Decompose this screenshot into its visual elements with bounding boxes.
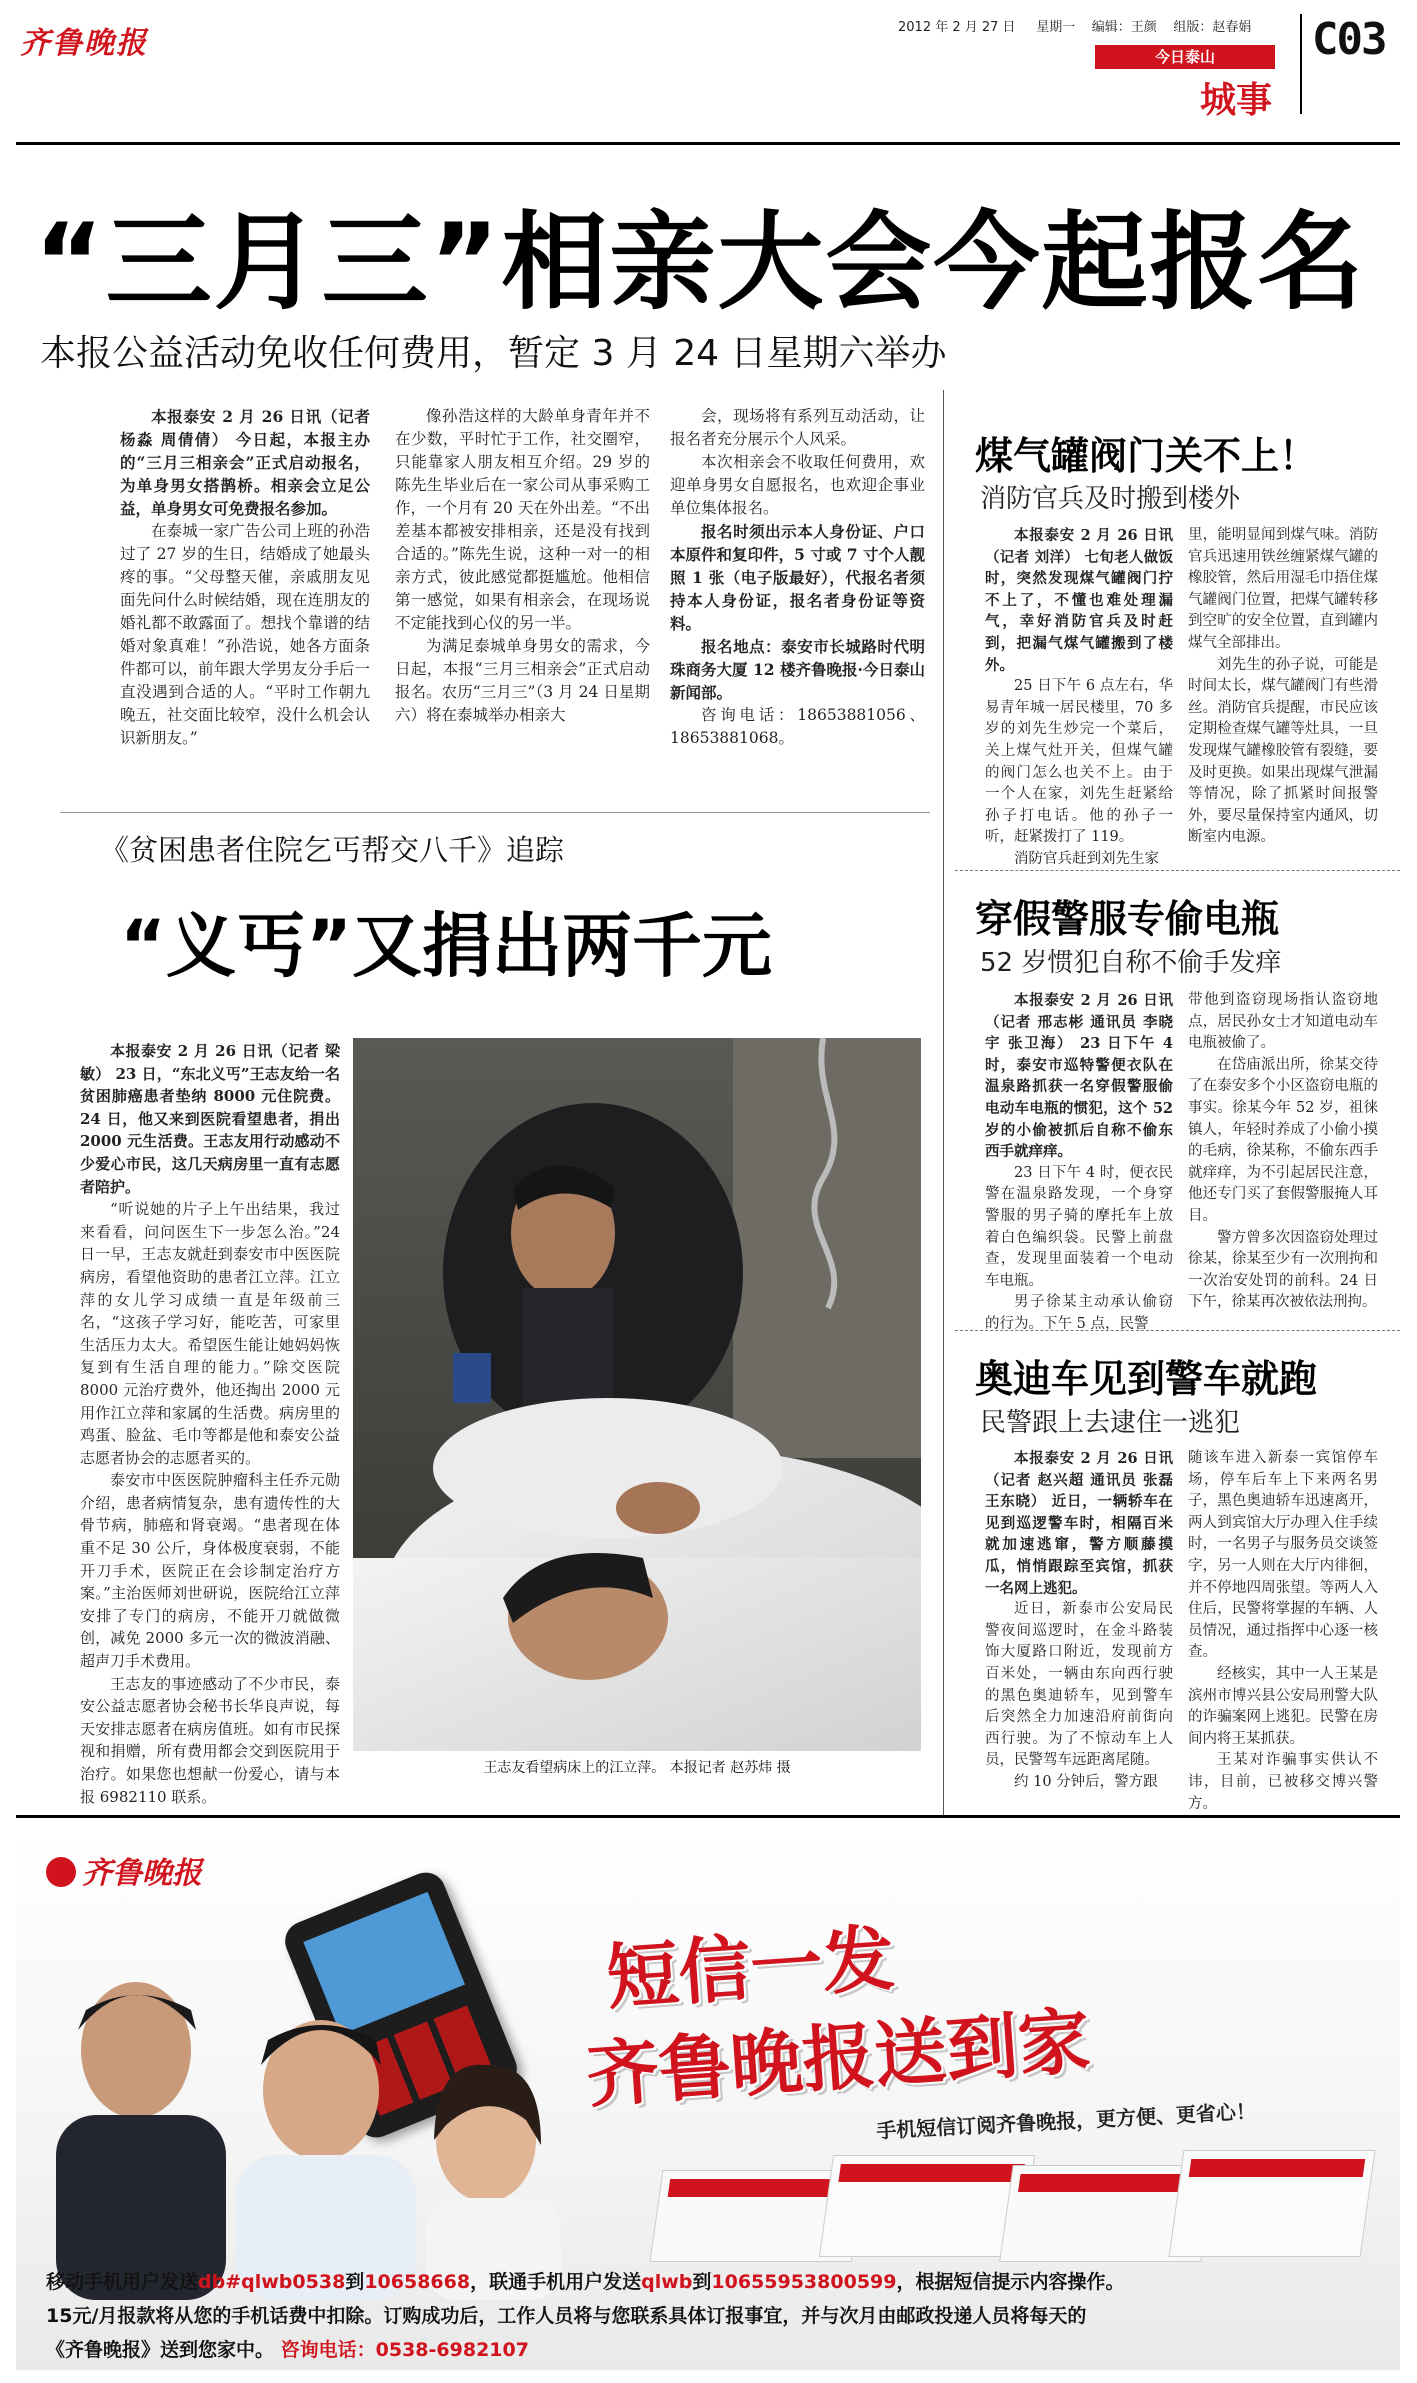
page-code: C03 xyxy=(1312,14,1386,65)
lead-subhead: 本报公益活动免收任何费用，暂定 3 月 24 日星期六举办 xyxy=(40,333,947,374)
ad-info-line-2: 15元/月报款将从您的手机话费中扣除。订购成功后，工作人员将与您联系具体订报事宜，并与次月由邮政投递人员将每天的 xyxy=(46,2305,1087,2327)
ad-people-illustration xyxy=(16,1940,656,2300)
side-story-3-headline: 奥迪车见到警车就跑 xyxy=(975,1357,1318,1401)
lead-column-2 xyxy=(395,405,650,727)
followup-paragraph: 王志友的事迹感动了不少市民，泰安公益志愿者协会秘书长华良声说，每天安排志愿者在病房值班。如有市民探视和捐赠，所有费用都会交到医院用于治疗。如果您也想献一份爱心，请与本报 6982110 联系。 xyxy=(80,1674,340,1806)
side-paragraph: 约 10 分钟后，警方跟 xyxy=(1014,1773,1158,1790)
lead-bottom-rule xyxy=(60,812,930,813)
masthead-meta xyxy=(898,16,1251,35)
ad-info-text: 《齐鲁晚报》送到您家中。 xyxy=(46,2339,275,2361)
lead-headline: “三月三”相亲大会今起报名 xyxy=(34,201,1366,324)
side-paragraph: 随该车进入新泰一宾馆停车场，停车后车上下来两名男子，黑色奥迪轿车迅速离开，两人到宾馆大厅办理入住手续时，一名男子与服务员交谈签字，另一人则在大厅内徘徊，并不停地四周张望。等两人入住后，民警将掌握的车辆、人员情况，通过指挥中心逐一核查。 xyxy=(1188,1450,1378,1661)
side-paragraph: 里，能明显闻到煤气味。消防官兵迅速用铁丝缠紧煤气罐的橡胶管，然后用湿毛巾捂住煤气罐阀门位置，把煤气罐转移到空旷的安全位置，直到罐内煤气全部排出。 xyxy=(1188,527,1378,651)
section-name: 城事 xyxy=(1200,80,1273,121)
followup-paragraph: 泰安市中医医院肿瘤科主任乔元勋介绍，患者病情复杂，患有遗传性的大骨节病，肺癌和肾衰竭。“患者现在体重不足 30 公斤，身体极度衰弱，不能开刀手术，医院正在会诊制定治疗方案。”主治医师刘世研说，医院给江立萍安排了专门的病房，不能开刀就做微创，减免 2000 多元一次的微波消融、超声刀手术费用。 xyxy=(80,1471,340,1671)
photo-illustration xyxy=(353,1038,921,1785)
ad-info-segment: 到 xyxy=(345,2271,365,2293)
side-paragraph: 23 日下午 4 时，便衣民警在温泉路发现，一个身穿警服的男子骑的摩托车上放着白色编织袋。民警上前盘查，发现里面装着一个电动车电瓶。 xyxy=(985,1164,1173,1289)
ad-banner xyxy=(16,1830,1400,2370)
ad-info-segment: 10655953800599 xyxy=(711,2271,897,2293)
lead-column-1 xyxy=(120,405,370,750)
followup-body xyxy=(80,1040,340,1808)
side-story-2-col2 xyxy=(1188,990,1378,1314)
ad-info-segment: 10658668 xyxy=(364,2271,471,2293)
ad-top-rule xyxy=(16,1815,1400,1818)
lead-paragraph: 像孙浩这样的大龄单身青年并不在少数，平时忙于工作，社交圈窄，只能靠家人朋友相互介绍。29 岁的陈先生毕业后在一家公司从事采购工作，一个月有 20 天在外出差。“不出差基本都被安排相亲，还是没有找到合适的。”陈先生说，这种一对一的相亲方式，彼此感觉都挺尴尬。他相信第一感觉，如果有相亲会，在现场说不定能找到心仪的另一半。 xyxy=(395,407,650,632)
ad-slogan-line-1: 短信一发 xyxy=(603,1916,898,2020)
side-paragraph: 本报泰安 2 月 26 日讯（记者 邢志彬 通讯员 李晓宇 张卫海） 23 日下午 4 时，泰安市巡特警便衣队在温泉路抓获一名穿假警服偷电动车电瓶的惯犯，这个 52 岁的小偷被抓后自称不偷东西手就痒痒。 xyxy=(985,992,1173,1161)
ad-info-line-1 xyxy=(46,2267,1125,2294)
followup-paragraph: “听说她的片子上午出结果，我过来看看，问问医生下一步怎么治。”24 日一早，王志友就赶到泰安市中医医院病房，看望他资助的患者江立萍。江立萍的女儿学习成绩一直是年级前三名，“这孩子学习好，能吃苦，可家里生活压力太大。希望医生能让她妈妈恢复到有生活自理的能力。”除交医院 8000 元治疗费外，他还掏出 2000 元用作江立萍和家属的生活费。病房里的鸡蛋、脸盆、毛巾等都是他和泰安公益志愿者协会的志愿者买的。 xyxy=(80,1200,340,1467)
followup-paragraph: 本报泰安 2 月 26 日讯（记者 梁敏） 23 日，“东北义丐”王志友给一名贫困肺癌患者垫纳 8000 元住院费。24 日，他又来到医院看望患者，捐出 2000 元生活费。王志友用行动感动不少爱心市民，这几天病房里一直有志愿者陪护。 xyxy=(80,1042,340,1196)
side-story-divider xyxy=(955,1330,1400,1331)
lead-paragraph-bold: 报名时须出示本人身份证、户口本原件和复印件，5 寸或 7 寸个人靓照 1 张（电子版最好），代报名者须持本人身份证，报名者身份证等资料。 xyxy=(670,522,925,633)
column-divider xyxy=(943,390,944,1815)
lead-column-3 xyxy=(670,405,925,750)
side-paragraph: 消防官兵赶到刘先生家 xyxy=(1014,850,1159,867)
lead-paragraph: 为满足泰城单身男女的需求，今日起，本报“三月三相亲会”正式启动报名。农历“三月三”（3 月 24 日星期六）将在泰城举办相亲大 xyxy=(395,637,650,724)
side-paragraph: 刘先生的孙子说，可能是时间太长，煤气罐阀门有些滑丝。消防官兵提醒，市民应该定期检查煤气罐等灶具，一旦发现煤气罐橡胶管有裂缝，要及时更换。如果出现煤气泄漏等情况，除了抓紧时间报警外，要尽量保持室内通风，切断室内电源。 xyxy=(1188,656,1378,846)
side-paragraph: 带他到盗窃现场指认盗窃地点，居民孙女士才知道电动车电瓶被偷了。 xyxy=(1188,992,1378,1052)
ad-info-segment: qlwb xyxy=(641,2271,693,2293)
side-paragraph: 近日，新泰市公安局民警夜间巡逻时，在金斗路装饰大厦路口附近，发现前方百米处，一辆由东向西行驶的黑色奥迪轿车，见到警车后突然全力加速沿府前街向西行驶。为了不惊动车上人员，民警驾车远距离尾随。 xyxy=(985,1601,1173,1769)
side-story-2-subhead: 52 岁惯犯自称不偷手发痒 xyxy=(980,948,1282,978)
ad-consult-phone: 咨询电话：0538-6982107 xyxy=(280,2339,529,2361)
ad-info-segment: 到 xyxy=(692,2271,712,2293)
side-paragraph: 王某对诈骗事实供认不讳，目前，已被移交博兴警方。 xyxy=(1188,1752,1378,1812)
ad-info-line-3 xyxy=(46,2335,529,2362)
side-paragraph: 男子徐某主动承认偷窃的行为。下午 5 点，民警 xyxy=(985,1294,1173,1332)
side-paragraph: 经核实，其中一人王某是滨州市博兴县公安局刑警大队的诈骗案网上逃犯。民警在房间内将王某抓获。 xyxy=(1188,1665,1378,1747)
lead-paragraph: 会，现场将有系列互动活动，让报名者充分展示个人风采。 xyxy=(670,407,925,448)
side-story-3-subhead: 民警跟上去逮住一逃犯 xyxy=(980,1408,1241,1438)
side-story-2-col1 xyxy=(985,990,1173,1336)
masthead-logo: 齐鲁晚报 xyxy=(20,26,148,61)
side-story-2-headline: 穿假警服专偷电瓶 xyxy=(975,897,1280,941)
side-paragraph: 在岱庙派出所，徐某交待了在泰安多个小区盗窃电瓶的事实。徐某今年 52 岁，祖徕镇人，年轻时养成了小偷小摸的毛病，徐某称，不偷东西手就痒痒，为不引起居民注意，他还专门买了套假警服掩人耳目。 xyxy=(1188,1056,1378,1224)
lead-paragraph: 在泰城一家广告公司上班的孙浩过了 27 岁的生日，结婚成了她最头疼的事。“父母整天催，亲戚朋友见面先问什么时候结婚，现在连朋友的婚礼都不敢露面了。想找个靠谱的结婚对象真难！”孙浩说，她各方面条件都可以，前年跟大学男友分手后一直没遇到合适的人。“平时工作朝九晚五，社交面比较窄，没什么机会认识新朋友。” xyxy=(120,522,370,747)
ad-info-segment: 移动手机用户发送 xyxy=(46,2271,199,2293)
side-story-3-col2 xyxy=(1188,1448,1378,1815)
issue-weekday: 星期一 xyxy=(1036,20,1076,35)
masthead-rule xyxy=(16,142,1400,145)
ad-logo: 齐鲁晚报 xyxy=(46,1848,202,1892)
followup-kicker: 《贫困患者住院乞丐帮交八千》追踪 xyxy=(100,833,565,867)
layout-credit: 组版：赵春娟 xyxy=(1173,20,1252,35)
lead-phone: 咨询电话：18653881056、18653881068。 xyxy=(670,706,925,747)
followup-headline: “义丐”又捐出两千元 xyxy=(120,905,773,987)
lead-paragraph-bold: 报名地点：泰安市长城路时代明珠商务大厦 12 楼齐鲁晚报·今日泰山新闻部。 xyxy=(670,637,925,702)
side-story-1-col1 xyxy=(985,525,1173,871)
section-tag: 今日泰山 xyxy=(1095,45,1275,69)
ad-slogan-line-2: 齐鲁晚报送到家 xyxy=(584,1998,1093,2118)
side-story-1-col2 xyxy=(1188,525,1378,849)
issue-date: 2012 年 2 月 27 日 xyxy=(898,20,1016,35)
side-story-divider xyxy=(955,870,1400,871)
editor-credit: 编辑：王颜 xyxy=(1091,20,1157,35)
ad-info-segment: db#qlwb0538 xyxy=(198,2271,346,2293)
ad-info-segment: ，联通手机用户发送 xyxy=(470,2271,642,2293)
side-paragraph: 本报泰安 2 月 26 日讯（记者 刘洋） 七旬老人做饭时，突然发现煤气罐阀门拧不上了，不懂也难处理漏气，幸好消防官兵及时赶到，把漏气煤气罐搬到了楼外。 xyxy=(985,527,1173,674)
side-paragraph: 25 日下午 6 点左右，华易青年城一居民楼里，70 多岁的刘先生炒完一个菜后，关上煤气灶开关，但煤气罐的阀门怎么也关不上。由于一个人在家，刘先生赶紧给孙子打电话。他的孙子一听，赶紧拨打了 119。 xyxy=(985,678,1173,846)
masthead-vertical-rule xyxy=(1300,14,1302,114)
lead-paragraph: 本次相亲会不收取任何费用，欢迎单身男女自愿报名，也欢迎企事业单位集体报名。 xyxy=(670,453,925,517)
side-paragraph: 警方曾多次因盗窃处理过徐某，徐某至少有一次刑拘和一次治安处罚的前科。24 日下午，徐某再次被依法刑拘。 xyxy=(1188,1229,1378,1311)
side-story-1-subhead: 消防官兵及时搬到楼外 xyxy=(980,484,1241,514)
ad-info-segment: ，根据短信提示内容操作。 xyxy=(896,2271,1125,2293)
lead-paragraph: 本报泰安 2 月 26 日讯（记者 杨淼 周倩倩） 今日起，本报主办的“三月三相亲会”正式启动报名，为单身男女搭鹊桥。相亲会立足公益，单身男女可免费报名参加。 xyxy=(120,407,370,518)
newspaper-stack xyxy=(656,2150,1376,2260)
side-story-3-col1 xyxy=(985,1448,1173,1794)
side-paragraph: 本报泰安 2 月 26 日讯（记者 赵兴超 通讯员 张磊 王东晓） 近日，一辆轿车在见到巡逻警车时，相隔百米就加速逃窜，警方顺藤摸瓜，悄悄跟踪至宾馆，抓获一名网上逃犯。 xyxy=(985,1450,1173,1597)
ad-tagline: 手机短信订阅齐鲁晚报，更方便、更省心！ xyxy=(875,2099,1257,2143)
side-story-1-headline: 煤气罐阀门关不上！ xyxy=(975,434,1318,478)
news-photo xyxy=(353,1038,921,1785)
ad-logo-mark xyxy=(46,1857,76,1887)
photo-caption: 王志友看望病床上的江立萍。 本报记者 赵苏炜 摄 xyxy=(353,1751,921,1785)
newspaper-copy xyxy=(1168,2150,1375,2257)
